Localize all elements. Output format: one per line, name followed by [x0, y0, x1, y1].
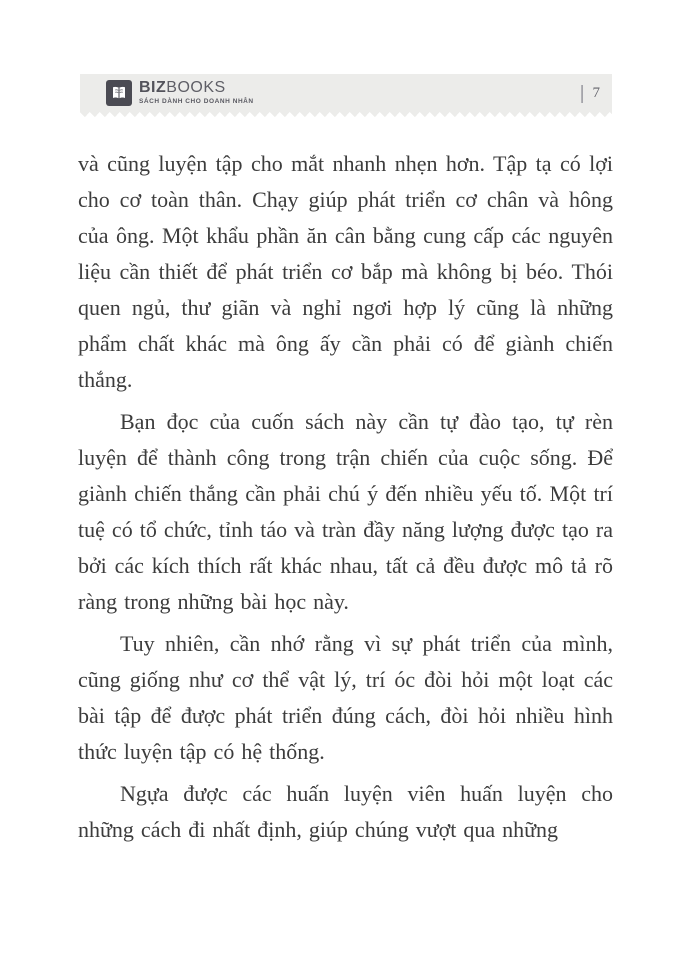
brand-name-biz: BIZ	[139, 79, 167, 97]
paragraph: Bạn đọc của cuốn sách này cần tự đào tạo, tự rèn luyện để thành công trong trận chiến của cuộc sống. Để giành chiến thắng cần phải chú ý đến nhiều yếu tố. Một trí tuệ có tổ chức, tỉnh táo và tràn đầy năng lượng được tạo ra bởi các kích thích rất khác nhau, tất cả đều được mô tả rõ ràng trong những bài học này.	[78, 409, 613, 614]
page-number	[580, 84, 600, 103]
paragraph: Ngựa được các huấn luyện viên huấn luyện cho những cách đi nhất định, giúp chúng vượt qua những	[78, 781, 613, 842]
brand-tagline: SÁCH DÀNH CHO DOANH NHÂN	[139, 98, 254, 106]
page-header	[80, 74, 612, 117]
page-number-divider: |	[579, 82, 585, 104]
brand	[106, 80, 254, 106]
bizbooks-logo-icon	[106, 80, 132, 106]
header-bar	[80, 74, 612, 112]
brand-text	[139, 80, 254, 106]
paragraph: Tuy nhiên, cần nhớ rằng vì sự phát triển của mình, cũng giống như cơ thể vật lý, trí óc đòi hỏi một loạt các bài tập để được phát triển đúng cách, đòi hỏi nhiều hình thức luyện tập có hệ thống.	[78, 631, 613, 764]
brand-name-books: BOOKS	[166, 79, 226, 97]
page-content	[78, 146, 613, 854]
page-number-value: 7	[592, 84, 600, 101]
header-torn-edge	[80, 112, 612, 117]
paragraph: và cũng luyện tập cho mắt nhanh nhẹn hơn. Tập tạ có lợi cho cơ toàn thân. Chạy giúp phát triển cơ chân và hông của ông. Một khẩu phần ăn cân bằng cung cấp các nguyên liệu cần thiết để phát triển cơ bắp mà không bị béo. Thói quen ngủ, thư giãn và nghỉ ngơi hợp lý cũng là những phẩm chất khác mà ông ấy cần phải có để giành chiến thắng.	[78, 151, 613, 392]
brand-name	[139, 79, 226, 96]
